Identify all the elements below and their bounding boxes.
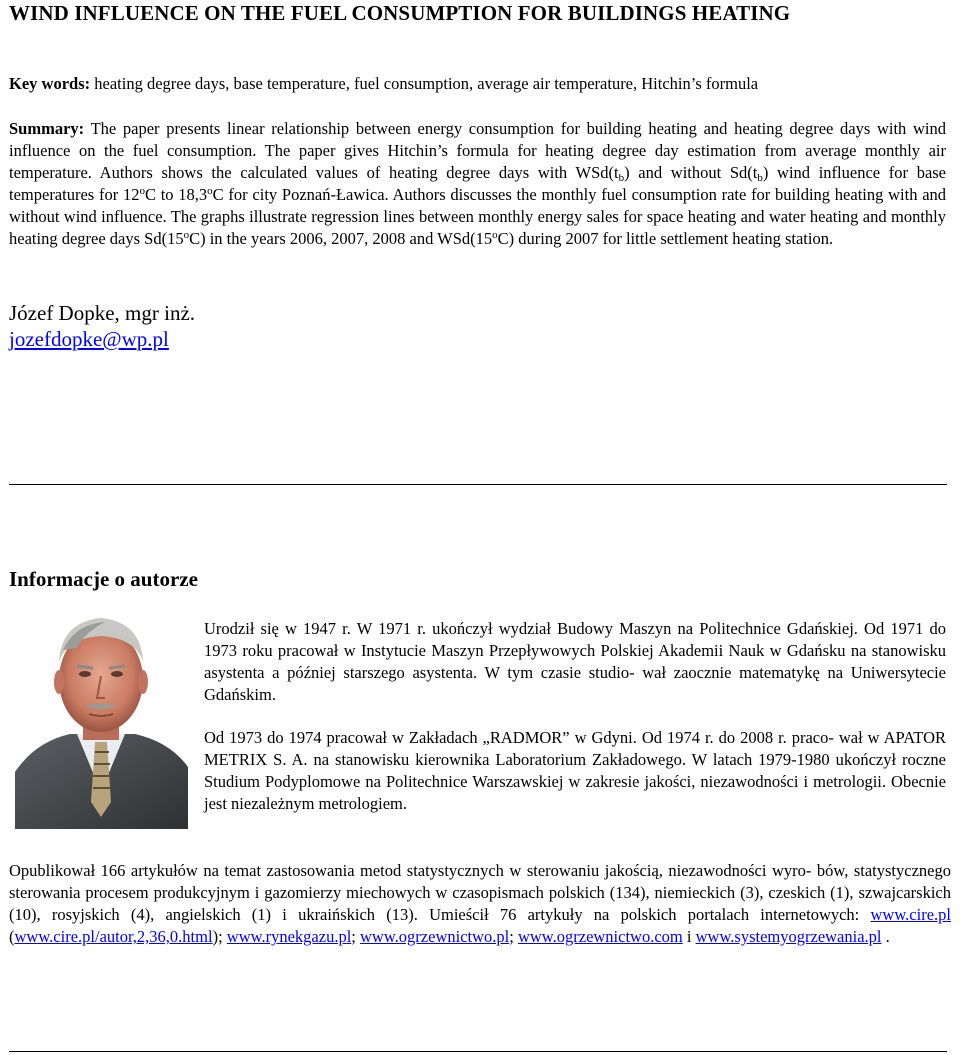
bio-paragraph: Urodził się w 1947 r. W 1971 r. ukończył wydział Budowy Maszyn na Politechnice Gdańskiej. Od 1971 do 1973 roku pracował w Instytucie Maszyn Przepływowych Polskiej Akademii Nauk w Gdańsku na stanowisku asystenta a później starszego asystenta. W tym czasie studio- wał zaocznie matematykę na Uniwersytecie Gdańskim. [204,619,946,705]
summary-text: C for city Poznań-Ławica. Authors discusses the monthly fuel consumption rate for building heating with and without wind influence. The graphs illustrate regression lines between monthly energy sales for space heating and water heating and monthly heating degree days Sd(15 [9,185,947,249]
separator: i [682,927,696,947]
section-heading: Informacje o autorze [9,567,198,591]
keywords-label: Key words: [9,74,91,93]
publications-text: Opublikował 166 artykułów na temat zastosowania metod statystycznych w sterowaniu jakością, niezawodności wyro- bów, statystycznego sterowania procesem produkcyjnym i gazomierzy miechowych w czasopismach polskich (134), niemieckich (3), czeskich (1), szwajcarskich (10), rosyjskich (4), angielskich (1) i ukraińskich (13). Umieścił 76 artykuły na polskich portalach internetowych: [9,861,951,925]
summary-text: C) during 2007 for little settlement heating station. [497,229,834,249]
superscript: o [207,185,213,198]
author-name: Józef Dopke, mgr inż. [9,301,196,325]
link-cire[interactable]: www.cire.pl [870,905,951,925]
link-rynekgazu[interactable]: www.rynekgazu.pl [226,927,352,947]
subscript: b [757,172,763,185]
separator: ; [509,927,518,947]
summary-text: The paper presents linear relationship between energy consumption for building heating and heating degree days with wind influence on the fuel consumption. The paper gives Hitchin’s formula for heating degree day estimation from average monthly air temperature. Authors shows the calculated values of heating degree days with WSd(t [9,119,946,183]
summary [9,118,946,251]
link-ogrzewnictwo-com[interactable]: www.ogrzewnictwo.com [517,927,683,947]
superscript: o [139,185,145,198]
separator: ( [9,927,15,947]
link-cire-author[interactable]: www.cire.pl/autor,2,36,0.html [14,927,213,947]
author-email-link[interactable]: jozefdopke@wp.pl [9,327,169,351]
publications-paragraph [9,860,951,948]
summary-label: Summary: [9,119,85,138]
bio-paragraph: Od 1973 do 1974 pracował w Zakładach „RADMOR” w Gdyni. Od 1974 r. do 2008 r. praco- wał w APATOR METRIX S. A. na stanowisku kierownika Laboratorium Zakładowego. W latach 1979-1980 ukończył roczne Studium Podyplomowe na Politechnice Warszawskiej w zakresie jakości, niezawodności i metrologii. Obecnie jest niezależnym metrologiem. [204,728,946,814]
keywords-text: heating degree days, base temperature, fuel consumption, average air temperature, Hitchin’s formula [90,74,759,93]
separator: ); [212,927,227,947]
paper-title: WIND INFLUENCE ON THE FUEL CONSUMPTION FOR BUILDINGS HEATING [9,1,791,25]
separator: ; [351,927,360,947]
subscript: b [618,172,625,185]
link-ogrzewnictwo-pl[interactable]: www.ogrzewnictwo.pl [360,927,510,947]
summary-text: ) and without Sd(t [624,163,758,183]
horizontal-rule [9,484,947,485]
superscript: o [183,229,190,242]
summary-text: ) wind influence for base temperatures for 12 [9,163,947,205]
summary-text: C) in the years 2006, 2007, 2008 and WSd(15 [189,229,493,249]
separator: . [881,927,890,947]
summary-text: C to 18,3 [144,185,208,205]
superscript: o [492,229,498,242]
keywords [9,73,944,95]
link-systemyogrzewania[interactable]: www.systemyogrzewania.pl [695,927,882,947]
horizontal-rule [9,1051,947,1052]
author-photo [15,602,188,829]
